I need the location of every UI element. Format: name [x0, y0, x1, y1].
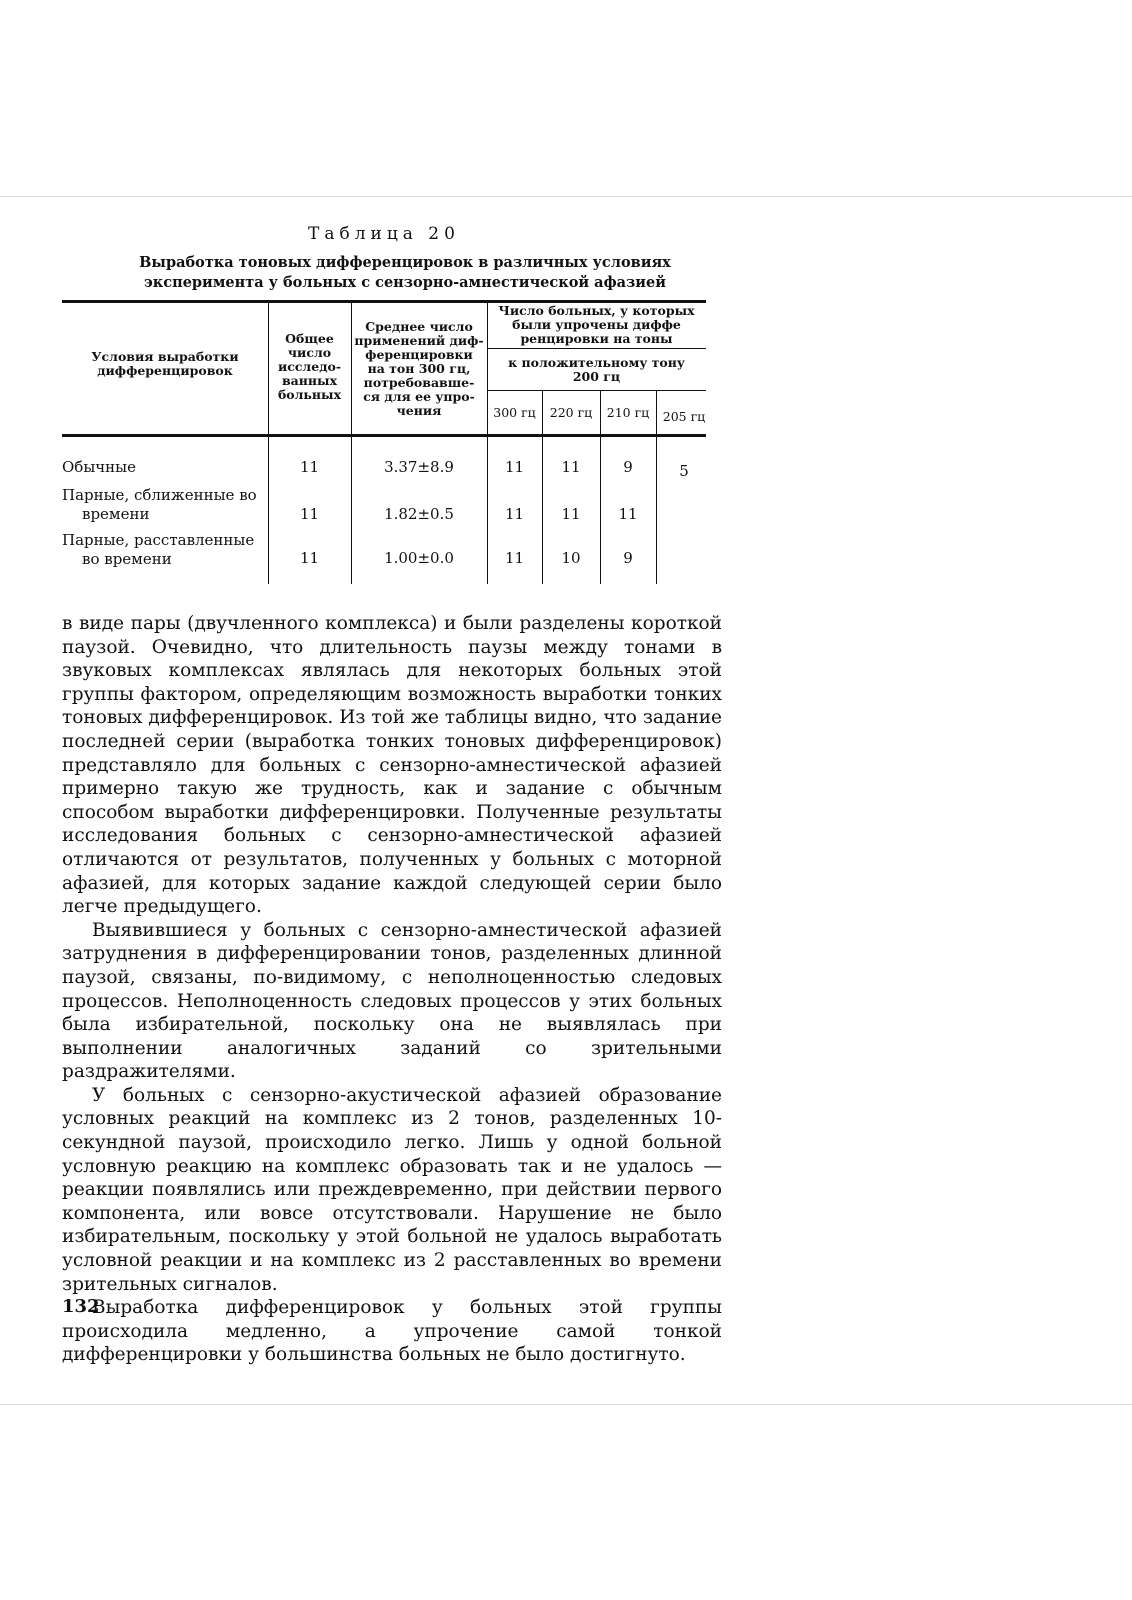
- page-number: 132: [62, 1296, 100, 1317]
- paragraph: Выработка дифференцировок у больных этой группы происходила медленно, а упрочение самой тонкой дифференцировки у большинства больных не было достигнуто.: [62, 1297, 722, 1366]
- paragraph: У больных с сензорно-акустической афазией образование условных реакций на комплекс из 2 тонов, разделенных 10-секундной паузой, происходило легко. Лишь у одной больной условную реакцию на комплекс образовать так и не удалось — реакции появлялись или преждевременно, при действии первого компонента, или вовсе отсутствовали. Нарушение не было избирательным, поскольку у этой больной не удалось выработать условной реакции и на комплекс из 2 расставленных во времени зрительных сигналов.: [62, 1084, 722, 1295]
- header-210hz: 210 гц: [606, 405, 650, 420]
- body-text: [62, 612, 722, 1367]
- header-line: число: [287, 345, 332, 360]
- row-mean: 1.00±0.0: [384, 549, 454, 567]
- header-line: потребовавше-: [363, 375, 475, 390]
- row-f220: 11: [561, 458, 581, 476]
- header-line: Среднее число: [365, 319, 473, 334]
- table-title: Таблица 20: [308, 224, 460, 244]
- header-line: ся для ее упро-: [363, 389, 475, 404]
- header-line: исследо-: [277, 359, 342, 374]
- header-line: ванных: [281, 373, 338, 388]
- page-bottom-edge: [0, 1404, 1132, 1405]
- row-f220: 10: [561, 549, 581, 567]
- header-line: 200 гц: [572, 369, 621, 384]
- header-total: [268, 332, 351, 402]
- row-condition-line: Парные, сближенные во: [62, 486, 257, 504]
- table-caption-line: Выработка тоновых дифференцировок в различных условиях: [139, 254, 671, 271]
- row-f300: 11: [504, 549, 525, 567]
- header-line: ренцировки на тоны: [520, 331, 673, 346]
- row-condition-line: времени: [82, 505, 150, 523]
- row-condition-line: во времени: [82, 550, 172, 568]
- row-mean: 1.82±0.5: [384, 505, 454, 523]
- row-total: 11: [299, 458, 320, 476]
- row-f210: 11: [618, 505, 638, 523]
- data-table: [62, 300, 722, 592]
- row-condition: [62, 531, 262, 569]
- header-300hz: 300 гц: [493, 405, 536, 420]
- header-conditions-text: Условия выработки дифференцировок: [91, 349, 239, 378]
- header-conditions: [62, 350, 268, 378]
- header-count: [487, 304, 706, 346]
- row-f300: 11: [504, 458, 525, 476]
- header-positive-tone: [487, 356, 706, 384]
- header-line: ференцировки: [365, 347, 473, 362]
- header-line: были упрочены диффе: [512, 317, 681, 332]
- paragraph: Выявившиеся у больных с сензорно-амнестической афазией затруднения в дифференцировании тонов, разделенных длинной паузой, связаны, по-видимому, с неполноценностью следовых процессов. Неполноценность следовых процессов у этих больных была избирательной, поскольку она не выявлялась при выполнении аналогичных заданий со зрительными раздражителями.: [62, 919, 722, 1083]
- row-condition-line: Обычные: [62, 458, 136, 476]
- row-condition-line: Парные, расставленные: [62, 531, 255, 549]
- header-line: применений диф-: [354, 333, 484, 348]
- row-condition: [62, 486, 262, 524]
- header-line: Число больных, у которых: [498, 303, 695, 318]
- row-f300: 11: [504, 505, 525, 523]
- table-caption: [130, 253, 680, 293]
- subheader-rule: [487, 348, 706, 349]
- row-condition: [62, 458, 262, 477]
- header-mean: [351, 320, 487, 418]
- header-205hz: 205 гц: [662, 409, 706, 424]
- table-caption-line: эксперимента у больных с сензорно-амнестической афазией: [143, 274, 667, 291]
- paragraph: в виде пары (двучленного комплекса) и были разделены короткой паузой. Очевидно, что длительность паузы между тонами в звуковых комплексах являлась для некоторых больных этой группы фактором, определяющим возможность выработки тонких тоновых дифференцировок. Из той же таблицы видно, что задание последней серии (выработка тонких тоновых дифференцировок) представляло для больных с сензорно-амнестической афазией примерно такую же трудность, как и задание с обычным способом выработки дифференцировки. Полученные результаты исследования больных с сензорно-амнестической афазией отличаются от результатов, полученных у больных с моторной афазией, для которых задание каждой следующей серии было легче предыдущего.: [62, 613, 722, 918]
- header-line: больных: [277, 387, 342, 402]
- row-f220: 11: [561, 505, 581, 523]
- row-f210: 9: [623, 549, 633, 567]
- row-f210: 9: [623, 458, 633, 476]
- header-line: чения: [396, 403, 442, 418]
- header-220hz: 220 гц: [549, 405, 593, 420]
- row-f205: 5: [679, 462, 689, 480]
- table-header-rule: [62, 434, 706, 437]
- row-total: 11: [299, 505, 320, 523]
- row-total: 11: [299, 549, 320, 567]
- subheader-rule: [487, 390, 706, 391]
- header-line: к положительному тону: [508, 355, 685, 370]
- page-top-edge: [0, 196, 1132, 197]
- header-line: Общее: [285, 331, 334, 346]
- row-mean: 3.37±8.9: [384, 458, 454, 476]
- header-line: на тон 300 гц,: [367, 361, 471, 376]
